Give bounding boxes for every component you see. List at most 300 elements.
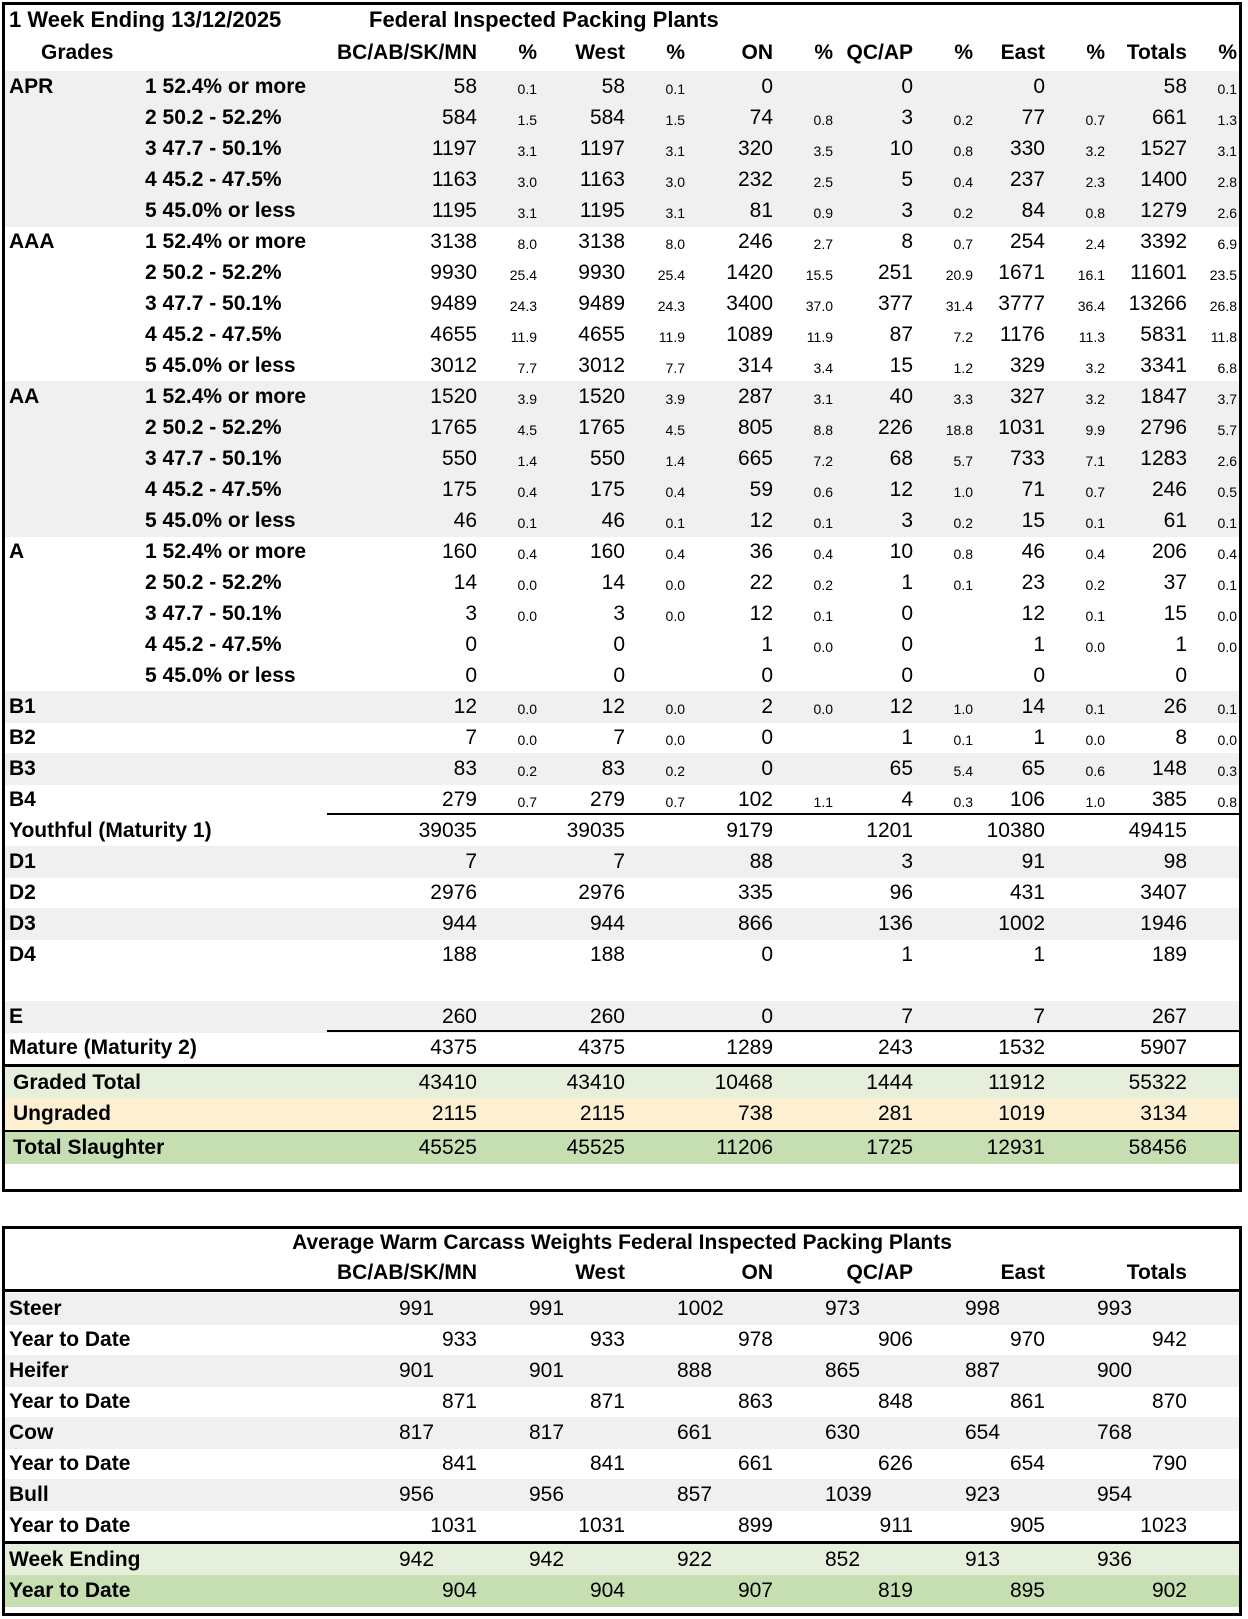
pct-value: 0.4 <box>813 546 833 562</box>
summary-value: 12931 <box>986 1136 1045 1159</box>
count-value: 71 <box>1021 478 1045 501</box>
value: 956 <box>529 1483 565 1506</box>
value: 3407 <box>1140 881 1187 904</box>
pct-value: 0.1 <box>1217 81 1237 97</box>
count-value: 254 <box>1009 230 1045 253</box>
pct-value: 16.1 <box>1077 267 1105 283</box>
count-value: 1 <box>1175 633 1187 656</box>
value: 654 <box>1009 1452 1045 1475</box>
value: 768 <box>1097 1421 1133 1444</box>
count-value: 3012 <box>430 354 477 377</box>
count-value: 550 <box>589 447 625 470</box>
pct-value: 6.8 <box>1217 360 1237 376</box>
value: 4375 <box>430 1036 477 1059</box>
count-value: 7 <box>465 726 477 749</box>
count-value: 1283 <box>1140 447 1187 470</box>
table-row <box>5 443 1239 475</box>
pct-value: 0.3 <box>1217 763 1237 779</box>
count-value: 14 <box>453 571 477 594</box>
pct-value: 1.5 <box>665 112 685 128</box>
table-row <box>5 908 1239 940</box>
pct-value: 0.1 <box>517 81 537 97</box>
count-value: 1400 <box>1140 168 1187 191</box>
summary-label: Week Ending <box>9 1548 141 1571</box>
count-value: 665 <box>737 447 773 470</box>
pct-value: 20.9 <box>945 267 973 283</box>
header-region: West <box>575 41 625 64</box>
grade-range-label: 5 45.0% or less <box>145 509 296 532</box>
summary-value: 45525 <box>566 1136 625 1159</box>
pct-value: 0.0 <box>665 577 685 593</box>
summary-value: 45525 <box>418 1136 477 1159</box>
table-row <box>5 164 1239 196</box>
value: 267 <box>1151 1005 1187 1028</box>
pct-value: 0.0 <box>813 639 833 655</box>
value: 7 <box>613 850 625 873</box>
count-value: 14 <box>601 571 625 594</box>
count-value: 7 <box>613 726 625 749</box>
value: 944 <box>589 912 625 935</box>
value: 188 <box>441 943 477 966</box>
pct-value: 3.2 <box>1085 143 1105 159</box>
pct-value: 3.1 <box>517 143 537 159</box>
pct-value: 7.2 <box>813 453 833 469</box>
pct-value: 0.7 <box>1085 484 1105 500</box>
grade-range-label: 2 50.2 - 52.2% <box>145 106 282 129</box>
table-row <box>5 815 1239 847</box>
count-value: 15 <box>889 354 913 377</box>
pct-value: 0.3 <box>953 794 973 810</box>
count-value: 3 <box>465 602 477 625</box>
value: 626 <box>877 1452 913 1475</box>
summary-row <box>5 1544 1239 1576</box>
count-value: 160 <box>441 540 477 563</box>
pct-value: 0.0 <box>1085 639 1105 655</box>
divider-line <box>5 1289 1239 1292</box>
pct-value: 24.3 <box>657 298 685 314</box>
count-value: 206 <box>1151 540 1187 563</box>
value: 431 <box>1009 881 1045 904</box>
count-value: 65 <box>889 757 913 780</box>
pct-value: 2.4 <box>1085 236 1105 252</box>
count-value: 9489 <box>430 292 477 315</box>
summary-value: 43410 <box>418 1071 477 1094</box>
grade-label: B4 <box>9 788 36 811</box>
count-value: 4655 <box>430 323 477 346</box>
count-value: 12 <box>749 509 773 532</box>
count-value: 3777 <box>998 292 1045 315</box>
count-value: 805 <box>737 416 773 439</box>
count-value: 102 <box>737 788 773 811</box>
table-row <box>5 1448 1239 1480</box>
value: 1031 <box>578 1514 625 1537</box>
pct-value: 0.4 <box>1217 546 1237 562</box>
pct-value: 2.7 <box>813 236 833 252</box>
pct-value: 0.0 <box>1217 608 1237 624</box>
value: 991 <box>529 1297 565 1320</box>
value: 260 <box>441 1005 477 1028</box>
value: 1039 <box>825 1483 872 1506</box>
count-value: 175 <box>441 478 477 501</box>
count-value: 1195 <box>431 199 477 222</box>
count-value: 1520 <box>578 385 625 408</box>
pct-value: 0.2 <box>953 515 973 531</box>
count-value: 232 <box>737 168 773 191</box>
value: 188 <box>589 943 625 966</box>
pct-value: 0.8 <box>1217 794 1237 810</box>
pct-value: 0.4 <box>665 546 685 562</box>
count-value: 226 <box>877 416 913 439</box>
table-row <box>5 598 1239 630</box>
summary-value: 3134 <box>1140 1102 1187 1125</box>
table-row <box>5 288 1239 320</box>
pct-value: 0.6 <box>1085 763 1105 779</box>
summary-value: 2115 <box>431 1102 477 1125</box>
value: 49415 <box>1128 819 1187 842</box>
pct-value: 0.7 <box>953 236 973 252</box>
table-row <box>5 102 1239 134</box>
value: 790 <box>1151 1452 1187 1475</box>
weights-title: Average Warm Carcass Weights Federal Inspected Packing Plants <box>292 1231 952 1254</box>
pct-value: 3.4 <box>813 360 833 376</box>
count-value: 320 <box>737 137 773 160</box>
pct-value: 3.1 <box>665 143 685 159</box>
value: 993 <box>1097 1297 1133 1320</box>
pct-value: 0.4 <box>1085 546 1105 562</box>
pct-value: 3.1 <box>813 391 833 407</box>
value: 817 <box>529 1421 565 1444</box>
summary-value: 58456 <box>1128 1136 1187 1159</box>
row-label: D2 <box>9 881 36 904</box>
count-value: 3392 <box>1140 230 1187 253</box>
value: 1002 <box>677 1297 724 1320</box>
count-value: 58 <box>601 75 625 98</box>
table-title: Federal Inspected Packing Plants <box>369 7 719 32</box>
summary-row <box>5 1098 1239 1130</box>
count-value: 175 <box>589 478 625 501</box>
row-label: Year to Date <box>9 1328 131 1351</box>
pct-value: 0.1 <box>813 515 833 531</box>
summary-value: 904 <box>589 1579 625 1602</box>
count-value: 148 <box>1151 757 1187 780</box>
value: 1002 <box>998 912 1045 935</box>
value: 98 <box>1163 850 1187 873</box>
count-value: 3341 <box>1140 354 1187 377</box>
count-value: 4655 <box>578 323 625 346</box>
count-value: 13266 <box>1128 292 1187 315</box>
count-value: 160 <box>589 540 625 563</box>
summary-value: 904 <box>441 1579 477 1602</box>
pct-value: 3.7 <box>1217 391 1237 407</box>
value: 1289 <box>726 1036 773 1059</box>
value: 0 <box>761 1005 773 1028</box>
pct-value: 11.9 <box>510 329 537 345</box>
value: 933 <box>441 1328 477 1351</box>
value: 841 <box>589 1452 625 1475</box>
value: 4375 <box>578 1036 625 1059</box>
count-value: 8 <box>1175 726 1187 749</box>
pct-value: 15.5 <box>805 267 833 283</box>
pct-value: 2.3 <box>1085 174 1105 190</box>
pct-value: 1.0 <box>953 701 973 717</box>
count-value: 15 <box>1163 602 1187 625</box>
pct-value: 0.1 <box>1085 608 1105 624</box>
count-value: 58 <box>1163 75 1187 98</box>
value: 1532 <box>998 1036 1045 1059</box>
value: 10380 <box>986 819 1045 842</box>
count-value: 106 <box>1009 788 1045 811</box>
count-value: 65 <box>1021 757 1045 780</box>
count-value: 74 <box>749 106 773 129</box>
grading-table <box>2 2 1242 1192</box>
count-value: 733 <box>1009 447 1045 470</box>
header-pct: % <box>1218 41 1237 64</box>
summary-row <box>5 1132 1239 1164</box>
table-row <box>5 474 1239 506</box>
report-title: 1 Week Ending 13/12/2025 <box>9 7 282 32</box>
grade-range-label: 2 50.2 - 52.2% <box>145 416 282 439</box>
count-value: 1176 <box>999 323 1045 346</box>
table-row <box>5 1001 1239 1033</box>
count-value: 3 <box>901 199 913 222</box>
count-value: 37 <box>1163 571 1187 594</box>
value: 954 <box>1097 1483 1133 1506</box>
pct-value: 0.4 <box>517 546 537 562</box>
row-label: Heifer <box>9 1359 69 1382</box>
table-row <box>5 1510 1239 1542</box>
value: 335 <box>737 881 773 904</box>
count-value: 584 <box>441 106 477 129</box>
pct-value: 24.3 <box>509 298 537 314</box>
pct-value: 0.1 <box>665 81 685 97</box>
summary-value: 902 <box>1151 1579 1187 1602</box>
count-value: 12 <box>889 695 913 718</box>
row-label: Year to Date <box>9 1514 131 1537</box>
weights-header: BC/AB/SK/MN <box>337 1261 477 1284</box>
pct-value: 0.0 <box>1217 639 1237 655</box>
value: 848 <box>877 1390 913 1413</box>
value: 136 <box>877 912 913 935</box>
table-row <box>5 722 1239 754</box>
value: 888 <box>677 1359 713 1382</box>
value: 1201 <box>866 819 913 842</box>
pct-value: 3.2 <box>1085 391 1105 407</box>
grade-range-label: 3 47.7 - 50.1% <box>145 447 282 470</box>
summary-value: 913 <box>965 1548 1001 1571</box>
pct-value: 3.1 <box>517 205 537 221</box>
pct-value: 6.9 <box>1217 236 1237 252</box>
summary-value: 936 <box>1097 1548 1133 1571</box>
pct-value: 0.7 <box>665 794 685 810</box>
grade-range-label: 5 45.0% or less <box>145 354 296 377</box>
pct-value: 0.2 <box>813 577 833 593</box>
count-value: 1197 <box>579 137 625 160</box>
pct-value: 7.7 <box>517 360 537 376</box>
count-value: 3138 <box>578 230 625 253</box>
value: 841 <box>441 1452 477 1475</box>
count-value: 661 <box>1151 106 1187 129</box>
count-value: 1163 <box>579 168 625 191</box>
pct-value: 11.9 <box>658 329 685 345</box>
count-value: 3 <box>901 509 913 532</box>
count-value: 1765 <box>430 416 477 439</box>
value: 661 <box>677 1421 713 1444</box>
count-value: 3 <box>901 106 913 129</box>
pct-value: 5.7 <box>1217 422 1237 438</box>
weights-header: ON <box>741 1261 773 1284</box>
row-label: Year to Date <box>9 1390 131 1413</box>
header-pct: % <box>518 41 537 64</box>
table-row <box>5 1324 1239 1356</box>
grade-range-label: 3 47.7 - 50.1% <box>145 602 282 625</box>
pct-value: 0.5 <box>1217 484 1237 500</box>
summary-value: 907 <box>737 1579 773 1602</box>
count-value: 0 <box>761 75 773 98</box>
value: 970 <box>1009 1328 1045 1351</box>
table-row <box>5 567 1239 599</box>
pct-value: 3.3 <box>953 391 973 407</box>
row-label: D1 <box>9 850 36 873</box>
table-row <box>5 1386 1239 1418</box>
table-row <box>5 319 1239 351</box>
pct-value: 4.5 <box>665 422 685 438</box>
count-value: 0 <box>1033 75 1045 98</box>
grade-label: AA <box>9 385 40 408</box>
table-row <box>5 939 1239 971</box>
count-value: 23 <box>1021 571 1045 594</box>
count-value: 1163 <box>431 168 477 191</box>
count-value: 251 <box>877 261 913 284</box>
table-row <box>5 505 1239 537</box>
count-value: 46 <box>1021 540 1045 563</box>
count-value: 550 <box>441 447 477 470</box>
value: 189 <box>1151 943 1187 966</box>
table-row <box>5 1417 1239 1449</box>
grade-range-label: 1 52.4% or more <box>145 75 307 98</box>
pct-value: 31.4 <box>945 298 973 314</box>
table-row <box>5 412 1239 444</box>
count-value: 1031 <box>998 416 1045 439</box>
header-region: ON <box>741 41 773 64</box>
pct-value: 1.2 <box>953 360 973 376</box>
summary-value: 11206 <box>716 1136 773 1159</box>
count-value: 4 <box>901 788 913 811</box>
summary-value: 11912 <box>988 1071 1045 1094</box>
table-row <box>5 846 1239 878</box>
table-row <box>5 133 1239 165</box>
pct-value: 0.4 <box>517 484 537 500</box>
count-value: 237 <box>1009 168 1045 191</box>
header-pct: % <box>954 41 973 64</box>
grade-range-label: 5 45.0% or less <box>145 199 296 222</box>
table-row <box>5 257 1239 289</box>
row-label: D4 <box>9 943 36 966</box>
pct-value: 2.5 <box>813 174 833 190</box>
pct-value: 3.1 <box>665 205 685 221</box>
pct-value: 18.8 <box>945 422 973 438</box>
pct-value: 0.6 <box>813 484 833 500</box>
count-value: 1 <box>1033 726 1045 749</box>
row-label: E <box>9 1005 24 1028</box>
header-region: East <box>1000 41 1045 64</box>
pct-value: 0.7 <box>1085 112 1105 128</box>
pct-value: 0.2 <box>665 763 685 779</box>
count-value: 12 <box>749 602 773 625</box>
pct-value: 0.2 <box>517 763 537 779</box>
pct-value: 26.8 <box>1209 298 1237 314</box>
count-value: 10 <box>889 540 913 563</box>
summary-value: 852 <box>825 1548 861 1571</box>
value: 1031 <box>430 1514 477 1537</box>
summary-value: 1444 <box>866 1071 913 1094</box>
count-value: 77 <box>1021 106 1045 129</box>
count-value: 385 <box>1151 788 1187 811</box>
value: 817 <box>399 1421 435 1444</box>
pct-value: 1.3 <box>1217 112 1237 128</box>
count-value: 83 <box>453 757 477 780</box>
count-value: 0 <box>901 75 913 98</box>
pct-value: 2.8 <box>1217 174 1237 190</box>
pct-value: 5.7 <box>953 453 973 469</box>
summary-value: 942 <box>529 1548 565 1571</box>
value: 906 <box>877 1328 913 1351</box>
grade-label: B1 <box>9 695 36 718</box>
value: 260 <box>589 1005 625 1028</box>
pct-value: 0.1 <box>953 577 973 593</box>
pct-value: 0.0 <box>813 701 833 717</box>
header-region: BC/AB/SK/MN <box>337 41 477 64</box>
value: 7 <box>901 1005 913 1028</box>
grade-range-label: 4 45.2 - 47.5% <box>145 168 282 191</box>
value: 861 <box>1009 1390 1045 1413</box>
pct-value: 3.1 <box>1217 143 1237 159</box>
count-value: 0 <box>613 633 625 656</box>
pct-value: 36.4 <box>1077 298 1105 314</box>
table-row <box>5 660 1239 692</box>
count-value: 279 <box>589 788 625 811</box>
grade-label: APR <box>9 75 54 98</box>
table-row <box>5 877 1239 909</box>
table-row <box>5 71 1239 103</box>
count-value: 1279 <box>1140 199 1187 222</box>
pct-value: 0.8 <box>953 143 973 159</box>
count-value: 11601 <box>1130 261 1187 284</box>
pct-value: 0.0 <box>517 701 537 717</box>
count-value: 40 <box>889 385 913 408</box>
count-value: 5831 <box>1140 323 1187 346</box>
header-region: QC/AP <box>846 41 913 64</box>
count-value: 3012 <box>578 354 625 377</box>
count-value: 1 <box>761 633 773 656</box>
grade-range-label: 3 47.7 - 50.1% <box>145 137 282 160</box>
count-value: 3 <box>613 602 625 625</box>
pct-value: 0.0 <box>517 732 537 748</box>
pct-value: 3.0 <box>665 174 685 190</box>
summary-row <box>5 1575 1239 1607</box>
value: 1 <box>1033 943 1045 966</box>
summary-value: 922 <box>677 1548 713 1571</box>
pct-value: 8.0 <box>665 236 685 252</box>
grade-range-label: 2 50.2 - 52.2% <box>145 571 282 594</box>
table-row <box>5 1355 1239 1387</box>
count-value: 329 <box>1009 354 1045 377</box>
pct-value: 0.0 <box>1217 732 1237 748</box>
pct-value: 0.7 <box>517 794 537 810</box>
value: 923 <box>965 1483 1001 1506</box>
summary-value: 1725 <box>866 1136 913 1159</box>
summary-label: Year to Date <box>9 1579 131 1602</box>
count-value: 1089 <box>726 323 773 346</box>
